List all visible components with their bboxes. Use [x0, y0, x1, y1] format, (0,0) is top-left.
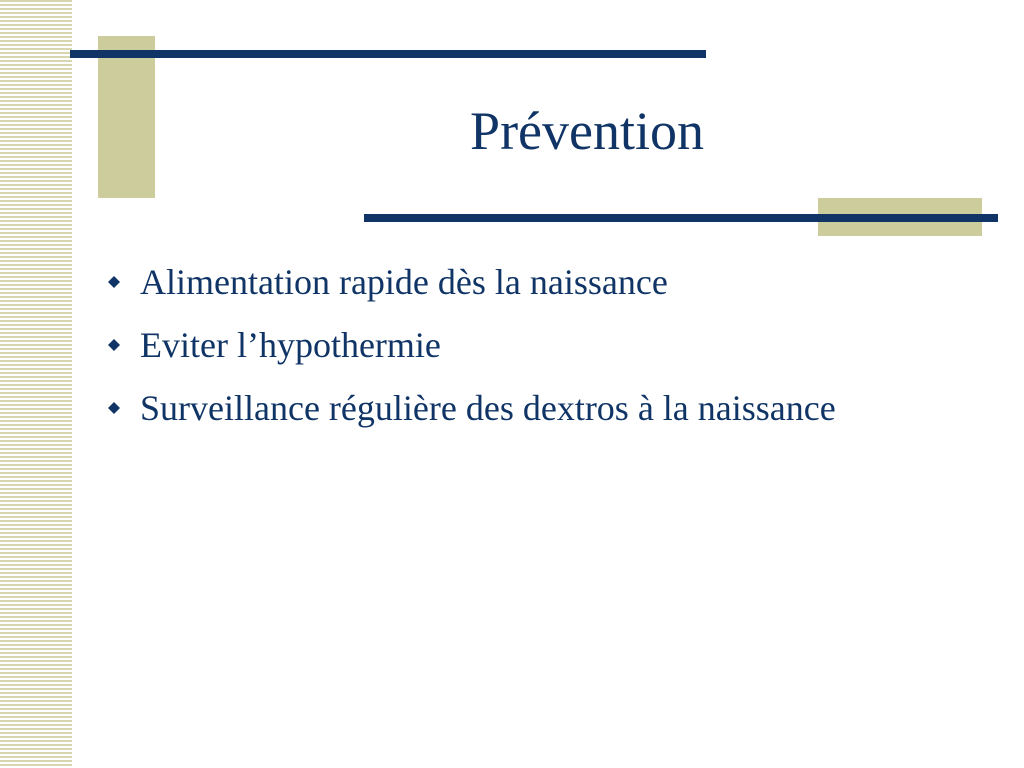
diamond-bullet-icon — [108, 339, 120, 351]
title-rule-top — [70, 50, 706, 58]
bullet-text: Eviter l’hypothermie — [140, 325, 441, 365]
bullet-text: Surveillance régulière des dextros à la naissance — [140, 388, 836, 428]
bullet-text: Alimentation rapide dès la naissance — [140, 262, 668, 302]
accent-block-left — [98, 36, 155, 198]
bullet-list — [104, 258, 904, 447]
bullet-item — [104, 258, 904, 306]
title-rule-bottom — [364, 214, 998, 222]
bullet-item — [104, 321, 904, 369]
diamond-bullet-icon — [108, 402, 120, 414]
diamond-bullet-icon — [108, 276, 120, 288]
slide-title: Prévention — [470, 101, 704, 161]
bullet-item — [104, 384, 904, 432]
decorative-stripes — [0, 0, 72, 768]
